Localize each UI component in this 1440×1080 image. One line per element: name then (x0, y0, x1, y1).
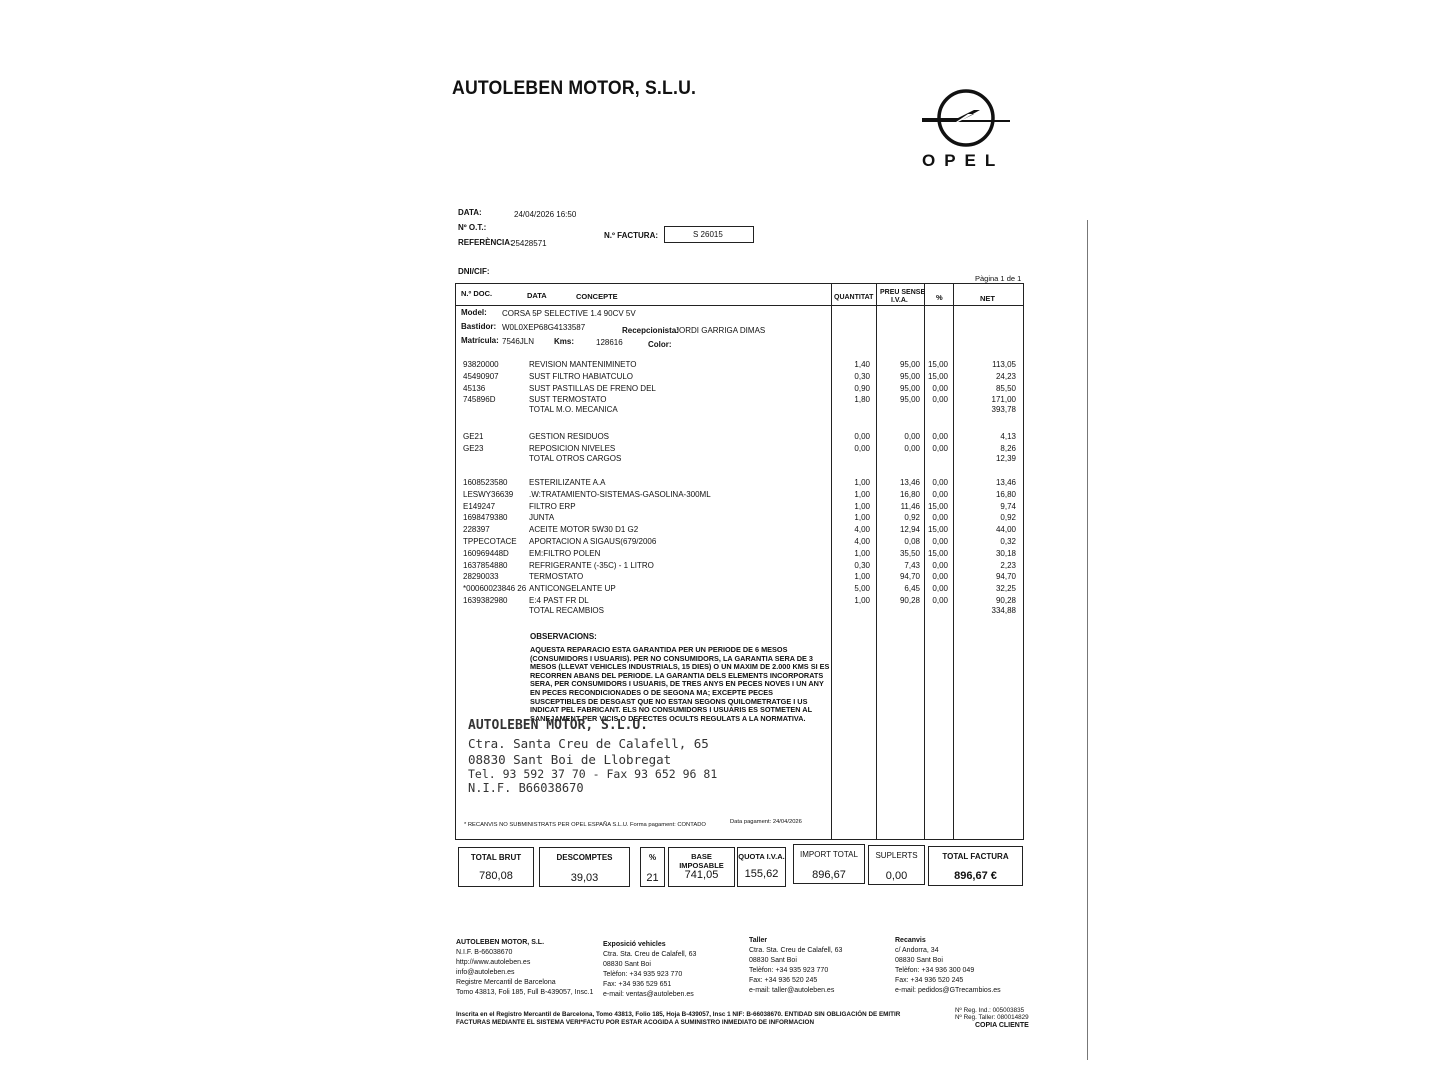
observations-title: OBSERVACIONS: (530, 632, 597, 641)
total-gross-box (458, 847, 534, 887)
line-item-price: 95,00 (899, 371, 920, 381)
col-header-date: DATA (527, 291, 547, 300)
line-item-net: 2,23 (1000, 560, 1016, 570)
line-item-code: 1698479380 (463, 513, 508, 523)
line-item-code: 28290033 (463, 572, 499, 582)
footer-line: 08830 Sant Boi (749, 957, 797, 964)
footer-line: Registre Mercantil de Barcelona (456, 979, 556, 986)
reference-label: REFERÈNCIA: (458, 238, 513, 247)
line-item-concept: APORTACION A SIGAUS(679/2006 (529, 537, 657, 546)
invoice-total-box (928, 846, 1023, 886)
receptionist-value: JORDI GARRIGA DIMAS (675, 326, 766, 335)
ot-label: Nº O.T.: (458, 223, 487, 232)
total-amount-label: IMPORT TOTAL (800, 850, 858, 859)
footer-line: http://www.autoleben.es (456, 959, 531, 966)
line-item-concept: ANTICONGELANTE UP (529, 584, 616, 594)
vat-amount-label: QUOTA I.V.A. (738, 852, 785, 861)
line-item-concept: ACEITE MOTOR 5W30 D1 G2 (529, 525, 639, 535)
date-label: DATA: (458, 208, 482, 217)
line-item-price: 6,45 (904, 584, 920, 594)
line-item-concept: .W:TRATAMIENTO-SISTEMAS-GASOLINA-300ML (529, 489, 711, 499)
line-item-code: GE21 (463, 432, 484, 441)
line-item-qty: 1,00 (854, 478, 870, 487)
line-item-code: 1639382980 (463, 596, 508, 605)
line-item-price: 90,28 (899, 596, 920, 605)
reference-value: 25428571 (511, 239, 547, 248)
chassis-label: Bastidor: (461, 322, 497, 331)
line-item-concept: SUST TERMOSTATO (529, 395, 607, 405)
total-gross-label: TOTAL BRUT (470, 853, 522, 862)
col-header-concept: CONCEPTE (576, 292, 618, 301)
line-item-qty: 0,00 (854, 443, 870, 453)
footer-line: 08830 Sant Boi (603, 961, 651, 968)
group-total-value: 12,39 (995, 453, 1016, 463)
supplements-label: SUPLERTS (875, 851, 918, 860)
line-item-net: 90,28 (995, 596, 1016, 605)
line-item-price: 95,00 (899, 383, 920, 393)
line-item-net: 44,00 (995, 525, 1016, 535)
customer-copy-label: COPIA CLIENTE (975, 1022, 1029, 1029)
line-item-qty: 4,00 (854, 537, 870, 546)
line-item-code: 45490907 (463, 371, 499, 381)
payment-method: Forma pagament: CONTADO (630, 822, 706, 828)
line-item-pct: 15,00 (927, 548, 948, 558)
legal-line-2: FACTURAS MEDIANTE EL SISTEMA VERI*FACTU POR ESTAR ACOGIDA A SUMINISTRO INMEDIATO DE INFORMACION (456, 1019, 814, 1026)
invoice-number-box (664, 226, 754, 243)
col-divider-pct (924, 283, 925, 840)
line-item-concept: REFRIGERANTE (-35C) - 1 LITRO (529, 560, 654, 570)
col-divider-qty (831, 283, 832, 840)
brand-name: OPEL (922, 151, 1005, 170)
tax-base-box (668, 847, 735, 887)
line-item-price: 94,70 (899, 572, 920, 582)
table-header-divider (455, 305, 1024, 306)
line-item-pct: 0,00 (932, 432, 948, 441)
page-indicator: Pàgina 1 de 1 (975, 274, 1022, 283)
discounts-box (539, 847, 630, 887)
kms-label: Kms: (554, 337, 575, 346)
line-item-concept: ESTERILIZANTE A.A (529, 478, 606, 487)
col-header-ndoc: N.º DOC. (461, 289, 493, 298)
discounts-value: 39,03 (570, 872, 599, 884)
invoice-total-value: 896,67 € (954, 870, 997, 882)
col-header-price: PREU SENSE (880, 289, 926, 296)
line-item-pct: 15,00 (927, 371, 948, 381)
date-value: 24/04/2026 16:50 (514, 210, 577, 219)
workshop-register: Nº Reg. Taller: 080014829 (955, 1014, 1029, 1021)
company-name: AUTOLEBEN MOTOR, S.L.U. (452, 78, 697, 99)
line-item-net: 171,00 (991, 395, 1016, 405)
footer-line: 08830 Sant Boi (895, 957, 943, 964)
stamp-company: AUTOLEBEN MOTOR, S.L.U. (468, 718, 649, 733)
plate-label: Matrícula: (461, 336, 499, 345)
model-label: Model: (461, 308, 487, 317)
footer-line: Fax: +34 936 520 245 (895, 977, 964, 984)
invoice-number-value: S 26015 (693, 230, 723, 239)
footer-line: Telèfon: +34 935 923 770 (603, 971, 683, 978)
line-item-net: 9,74 (1000, 501, 1016, 511)
line-item-pct: 0,00 (932, 478, 948, 487)
stamp-address: Ctra. Santa Creu de Calafell, 65 (468, 736, 709, 751)
line-item-net: 4,13 (1000, 432, 1016, 441)
line-item-price: 11,46 (900, 501, 920, 511)
line-item-pct: 0,00 (932, 395, 948, 405)
line-item-price: 12,94 (899, 525, 920, 535)
line-item-qty: 1,00 (854, 572, 870, 582)
tax-base-value: 741,05 (684, 869, 719, 881)
col-header-net: NET (980, 294, 995, 303)
payment-date: Data pagament: 24/04/2026 (730, 819, 802, 825)
line-item-qty: 0,00 (854, 432, 870, 441)
footer-line: Tomo 43813, Foli 185, Full B-439057, Insc.1 (456, 989, 594, 996)
plate-value: 7546JLN (502, 337, 535, 346)
col-divider-net (953, 283, 954, 840)
line-item-price: 13,46 (899, 478, 920, 487)
scan-edge (1087, 220, 1088, 1060)
footer-line: Ctra. Sta. Creu de Calafell, 63 (603, 951, 697, 958)
line-item-net: 8,26 (1000, 443, 1016, 453)
line-item-qty: 0,30 (854, 371, 870, 381)
footer-line: e-mail: taller@autoleben.es (749, 987, 835, 994)
group-total-label: TOTAL RECAMBIOS (529, 605, 604, 615)
line-item-code: *00060023846 26 (463, 584, 527, 594)
line-item-net: 32,25 (995, 584, 1016, 594)
footer-line: Fax: +34 936 529 651 (603, 981, 672, 988)
group-total-value: 334,88 (991, 605, 1016, 615)
line-item-code: E149247 (463, 501, 496, 511)
line-item-pct: 0,00 (932, 513, 948, 523)
dni-label: DNI/CIF: (458, 267, 490, 276)
line-item-code: LESWY36639 (463, 489, 514, 499)
line-item-code: 160969448D (463, 548, 509, 558)
vat-rate-label: % (648, 853, 657, 862)
footer-line: e-mail: ventas@autoleben.es (603, 991, 694, 998)
footer-line: Exposició vehicles (603, 941, 666, 948)
line-item-price: 16,80 (899, 489, 920, 499)
line-item-pct: 0,00 (932, 383, 948, 393)
line-item-qty: 0,90 (854, 383, 870, 393)
footer-line: info@autoleben.es (456, 969, 515, 976)
line-item-qty: 1,00 (854, 513, 870, 523)
line-item-code: TPPECOTACE (463, 537, 517, 546)
line-item-net: 30,18 (995, 548, 1016, 558)
line-item-pct: 0,00 (932, 596, 948, 605)
line-item-price: 35,50 (899, 548, 920, 558)
line-item-net: 13,46 (995, 478, 1016, 487)
supplements-box (868, 845, 925, 885)
col-header-iva: I.V.A. (891, 297, 908, 304)
footer-line: Fax: +34 936 520 245 (749, 977, 818, 984)
vat-rate-value: 21 (646, 872, 659, 884)
note-non-opel-parts: * RECANVIS NO SUBMINISTRATS PER OPEL ESPAÑA S.L.U. (464, 822, 629, 828)
line-item-pct: 15,00 (927, 360, 948, 369)
line-item-qty: 1,00 (854, 548, 870, 558)
col-header-quantity: QUANTITAT (834, 294, 874, 301)
col-header-percent: % (936, 293, 943, 302)
invoice-number-label: N.º FACTURA: (604, 231, 659, 240)
footer-line: N.I.F. B-66038670 (456, 949, 513, 956)
legal-line-1: Inscrita en el Registro Mercantil de Barcelona, Tomo 43813, Folio 185, Hoja B-439057, Insc 1 NIF: B-66038670. ENTIDAD SIN OBLIGACIÓN DE EMITIR (456, 1011, 901, 1018)
line-item-price: 0,00 (904, 443, 920, 453)
line-item-pct: 0,00 (932, 584, 948, 594)
line-item-qty: 1,80 (854, 395, 870, 405)
line-item-concept: E:4 PAST FR DL (529, 596, 589, 605)
line-item-concept: EM:FILTRO POLEN (529, 548, 601, 558)
line-item-net: 94,70 (995, 572, 1016, 582)
line-item-net: 0,32 (1000, 537, 1016, 546)
line-item-net: 0,92 (1000, 513, 1016, 523)
line-item-price: 95,00 (899, 360, 920, 369)
group-total-label: TOTAL M.O. MECANICA (529, 405, 618, 415)
footer-line: Telèfon: +34 936 300 049 (895, 967, 975, 974)
line-item-concept: TERMOSTATO (529, 572, 584, 582)
line-item-net: 16,80 (995, 489, 1016, 499)
color-label: Color: (648, 340, 672, 349)
footer-line: Telèfon: +34 935 923 770 (749, 967, 829, 974)
vat-rate-box (640, 847, 665, 887)
line-item-price: 7,43 (904, 560, 920, 570)
opel-logo-icon (918, 88, 1014, 148)
line-item-pct: 0,00 (932, 560, 948, 570)
vat-amount-box (737, 847, 786, 887)
line-item-code: GE23 (463, 443, 484, 453)
line-item-concept: SUST PASTILLAS DE FRENO DEL (529, 383, 656, 393)
line-item-pct: 0,00 (932, 489, 948, 499)
line-item-qty: 0,30 (854, 560, 870, 570)
line-item-pct: 0,00 (932, 537, 948, 546)
industrial-register: Nº Reg. Ind.: 005003835 (955, 1007, 1025, 1014)
footer-line: Taller (749, 937, 768, 944)
line-item-qty: 4,00 (854, 525, 870, 535)
footer-line: c/ Andorra, 34 (895, 947, 939, 954)
line-item-pct: 0,00 (932, 443, 948, 453)
chassis-value: W0L0XEP68G4133587 (502, 323, 586, 332)
group-total-label: TOTAL OTROS CARGOS (529, 453, 622, 463)
vat-amount-value: 155,62 (744, 868, 779, 880)
line-item-pct: 15,00 (927, 501, 948, 511)
line-item-pct: 0,00 (932, 572, 948, 582)
line-item-price: 0,92 (904, 513, 920, 523)
line-item-code: 93820000 (463, 360, 499, 369)
line-item-net: 113,05 (992, 360, 1016, 369)
total-amount-value: 896,67 (812, 869, 846, 881)
observations-text: AQUESTA REPARACIO ESTA GARANTIDA PER UN PERIODE DE 6 MESOS (CONSUMIDORS I USUARIS). PER NO CONSUMIDORS, LA GARANTIA SERA DE 3 MESOS (LLEVAT VEHICLES INDUSTRIALS, 15 DIES) O UN MAXIM DE 2.000 KMS SI ES RECORREN ABANS DEL PERIODE. LA GARANTIA DELS ELEMENTS INCORPORATS SERA, PER CONSUMIDORS I USUARIS, DE TRES ANYS EN PECES NOVES I UN ANY EN PECES RECONDICIONADES O DE SEGONA MA; EXCEPTE PECES SUSCEPTIBLES DE DESGAST QUE NO ESTAN SEGONS QUILOMETRATGE I US INDICAT PEL FABRICANT. ELS NO CONSUMIDORS I USUARIS ES SOTMETEN AL SANEJAMENT PER VICIS O DEFECTES OCULTS REGULATS A LA NORMATIVA. (530, 645, 830, 723)
line-item-concept: REVISION MANTENIMINETO (529, 360, 637, 369)
line-item-concept: JUNTA (529, 513, 555, 523)
discounts-label: DESCOMPTES (556, 853, 613, 862)
footer-line: e-mail: pedidos@GTrecambios.es (895, 987, 1001, 994)
tax-base-label: BASE IMPOSABLE (679, 852, 724, 870)
group-total-value: 393,78 (991, 405, 1016, 415)
stamp-nif: N.I.F. B66038670 (468, 781, 584, 795)
invoice-total-label: TOTAL FACTURA (942, 852, 1009, 861)
line-item-pct: 15,00 (927, 525, 948, 535)
line-item-price: 0,00 (904, 432, 920, 441)
line-item-code: 45136 (463, 383, 486, 393)
stamp-phone: Tel. 93 592 37 70 - Fax 93 652 96 81 (468, 767, 718, 781)
footer-line: Ctra. Sta. Creu de Calafell, 63 (749, 947, 843, 954)
line-item-concept: GESTION RESIDUOS (529, 432, 610, 441)
receptionist-label: Recepcionista: (622, 326, 679, 335)
kms-value: 128616 (596, 338, 623, 347)
line-item-qty: 1,00 (854, 596, 870, 605)
model-value: CORSA 5P SELECTIVE 1.4 90CV 5V (502, 309, 636, 318)
line-item-price: 95,00 (899, 395, 920, 405)
line-item-code: 1608523580 (463, 478, 508, 487)
col-divider-price (876, 283, 877, 840)
supplements-value: 0,00 (885, 870, 908, 882)
line-item-qty: 1,00 (854, 489, 870, 499)
line-item-qty: 1,00 (854, 501, 870, 511)
line-item-concept: REPOSICION NIVELES (529, 443, 616, 453)
line-item-code: 228397 (463, 525, 490, 535)
line-item-concept: SUST FILTRO HABIATCULO (529, 371, 634, 381)
footer-line: Recanvis (895, 937, 926, 944)
line-item-concept: FILTRO ERP (529, 501, 576, 511)
stamp-city: 08830 Sant Boi de Llobregat (468, 752, 672, 767)
line-item-net: 24,23 (995, 371, 1016, 381)
line-item-code: 745896D (463, 395, 496, 405)
line-item-net: 85,50 (995, 383, 1016, 393)
total-gross-value: 780,08 (479, 870, 513, 882)
footer-line: AUTOLEBEN MOTOR, S.L. (456, 939, 545, 946)
line-item-price: 0,08 (904, 537, 920, 546)
line-item-code: 1637854880 (463, 560, 508, 570)
total-amount-box (793, 844, 865, 884)
line-item-qty: 5,00 (854, 584, 870, 594)
line-item-qty: 1,40 (854, 360, 870, 369)
